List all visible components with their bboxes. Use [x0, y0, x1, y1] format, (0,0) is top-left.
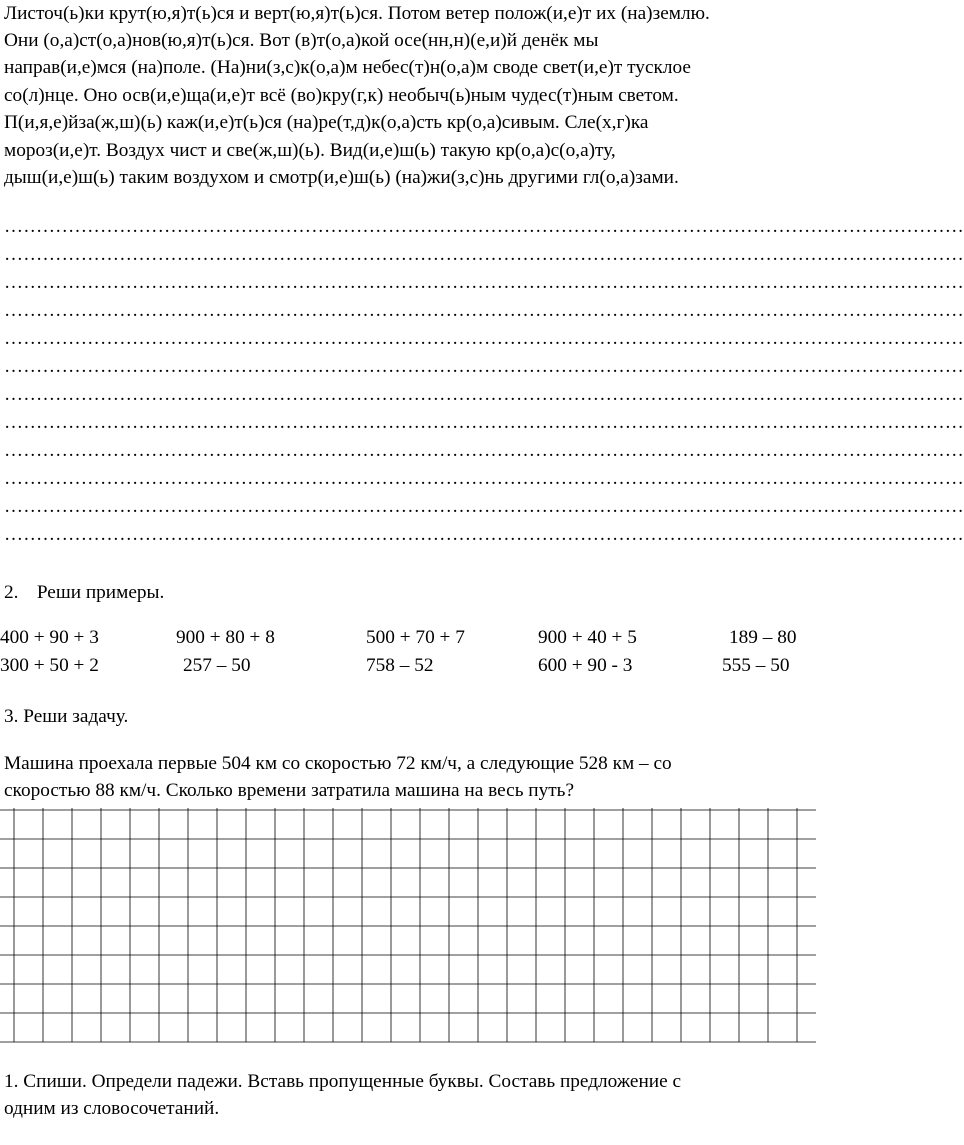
example: 900 + 40 + 5: [538, 627, 637, 648]
problem-line: скоростью 88 км/ч. Сколько времени затратила машина на весь путь?: [4, 780, 575, 801]
grid-svg: [0, 808, 816, 1042]
dotted-line: ……………………………………………………………………………………………………………………………………: [4, 356, 964, 377]
dotted-line: ……………………………………………………………………………………………………………………………………: [4, 412, 964, 433]
example: 400 + 90 + 3: [0, 627, 99, 648]
dictation-line: мороз(и,е)т. Воздух чист и све(ж,ш)(ь). Вид(и,е)ш(ь) такую кр(о,а)с(о,а)ту,: [4, 140, 616, 161]
task-2-title: Реши примеры.: [36, 582, 165, 603]
task-2-number: 2.: [4, 582, 19, 603]
dotted-line: ……………………………………………………………………………………………………………………………………: [4, 328, 964, 349]
example: 500 + 70 + 7: [366, 627, 465, 648]
dotted-line: ……………………………………………………………………………………………………………………………………: [4, 272, 964, 293]
next-task-line: 1. Спиши. Определи падежи. Вставь пропущенные буквы. Составь предложение с: [4, 1071, 682, 1092]
dotted-line: ……………………………………………………………………………………………………………………………………: [4, 440, 964, 461]
dotted-line: ……………………………………………………………………………………………………………………………………: [4, 244, 964, 265]
problem-line: Машина проехала первые 504 км со скоростью 72 км/ч, а следующие 528 км – со: [4, 753, 672, 774]
dotted-line: ……………………………………………………………………………………………………………………………………: [4, 300, 964, 321]
dotted-line: ……………………………………………………………………………………………………………………………………: [4, 216, 964, 237]
dictation-line: П(и,я,е)йза(ж,ш)(ь) каж(и,е)т(ь)ся (на)ре(т,д)к(о,а)сть кр(о,а)сивым. Сле(х,г)ка: [4, 112, 649, 133]
dictation-line: направ(и,е)мся (на)поле. (На)ни(з,с)к(о,а)м небес(т)н(о,а)м своде свет(и,е)т тусклое: [4, 57, 691, 78]
task-3-heading: 3. Реши задачу.: [4, 706, 129, 727]
task-2-heading: [4, 581, 164, 605]
example: 300 + 50 + 2: [0, 655, 99, 676]
next-task-line: одним из словосочетаний.: [4, 1098, 220, 1119]
example: 257 – 50: [183, 655, 251, 676]
dotted-line: ……………………………………………………………………………………………………………………………………: [4, 496, 964, 517]
example: 758 – 52: [366, 655, 434, 676]
dotted-line: ……………………………………………………………………………………………………………………………………: [4, 384, 964, 405]
dictation-line: Они (о,а)ст(о,а)нов(ю,я)т(ь)ся. Вот (в)т(о,а)кой осе(нн,н)(е,и)й денёк мы: [4, 30, 599, 51]
example: 189 – 80: [729, 627, 797, 648]
example: 900 + 80 + 8: [176, 627, 275, 648]
dictation-line: со(л)нце. Оно осв(и,е)ща(и,е)т всё (во)кру(г,к) необыч(ь)ным чудес(т)ным светом.: [4, 85, 679, 106]
dictation-line: дыш(и,е)ш(ь) таким воздухом и смотр(и,е)ш(ь) (на)жи(з,с)нь другими гл(о,а)зами.: [4, 167, 679, 188]
example: 555 – 50: [722, 655, 790, 676]
answer-grid: [0, 808, 816, 1042]
dotted-line: ……………………………………………………………………………………………………………………………………: [4, 468, 964, 489]
dotted-line: ……………………………………………………………………………………………………………………………………: [4, 524, 964, 545]
example: 600 + 90 - 3: [538, 655, 633, 676]
dictation-line: Листоч(ь)ки крут(ю,я)т(ь)ся и верт(ю,я)т(ь)ся. Потом ветер полож(и,е)т их (на)землю.: [4, 3, 710, 24]
